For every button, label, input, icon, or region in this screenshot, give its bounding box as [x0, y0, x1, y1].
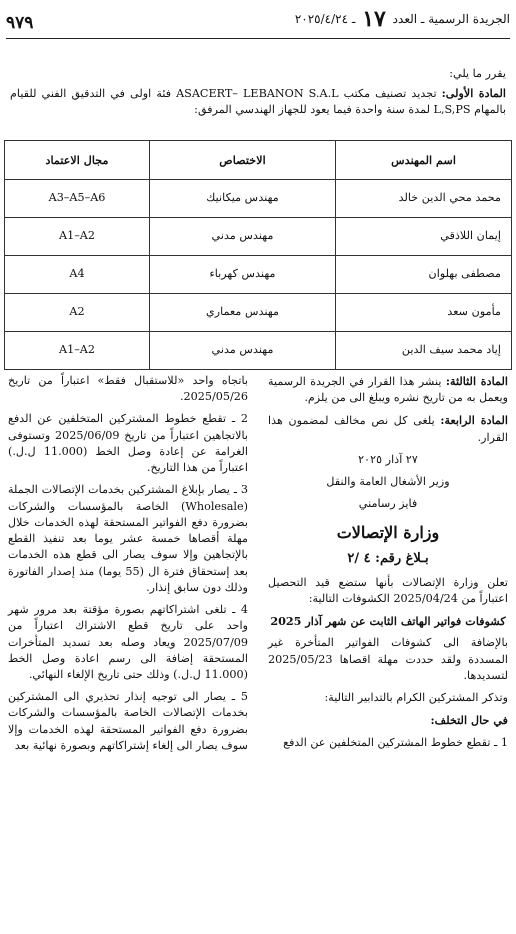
article-three-text: ينشر هذا القرار في الجريدة الرسمية ويعمل به من تاريخ نشره ويبلغ الى من يلزم. [268, 375, 508, 405]
engineer-accreditation: A2 [5, 294, 150, 332]
table-header-row [5, 141, 512, 180]
engineer-specialty: مهندس ميكانيك [150, 180, 336, 218]
engineer-accreditation: A1–A2 [5, 332, 150, 370]
article-three [268, 373, 508, 406]
minister-signature: فايز رسامني [358, 497, 418, 511]
right-column [268, 373, 508, 757]
decides-line: يقرر ما يلي: [449, 67, 506, 80]
engineer-specialty: مهندس مدني [150, 332, 336, 370]
measure-paragraph: 4 ـ تلغى اشتراكاتهم بصورة مؤقتة بعد مرور شهر واحد على تاريخ قطع الاشتراك اعتباراً من 2025/07/09 ويعاد وصله بعد تسديد المتأخرات المستحقة إضافة الى رسم اعادة وصل الخط (11.000 ل.ل.) وذلك حتى تاريخ الإلغاء النهائي. [8, 603, 248, 681]
engineer-accreditation: A3–A5–A6 [5, 180, 150, 218]
measure-paragraph: 3 ـ يصار بإبلاغ المشتركين بخدمات الإتصالات الجملة (Wholesale) الخاصة بالمؤسسات والشركات بضرورة دفع الفواتير المستحقة لهذه الخدمات خلال مهلة أقصاها خمسة عشر يوما بعد تنفيذ القطع بالإتجاهين وإلا سوف يصار الى قطع هذه الخدمات بعد إستحقاق فترة ال (55 يوما) منذ إصدار الفاتورة وذلك دون سابق إنذار. [8, 483, 248, 594]
left-column [8, 373, 248, 760]
article-one-text: تجديد تصنيف مكتب ASACERT– LEBANON S.A.L فئة اولى في التدقيق الفني للقيام بالمهام L,S,PS لمدة سنة واحدة فيما يعود للجهاز الهندسي المرفق: [10, 87, 506, 117]
measure-paragraph: 5 ـ يصار الى توجيه إنذار تحذيري الى المشتركين بخدمات الإتصالات الخاصة بالمؤسسات والشركات بضرورة دفع الفواتير المستحقة لهذه الخدمات وإلا سوف يصار الى إلغاء إشتراكاتهم وبصورة نهائية بعد [8, 690, 248, 752]
table-row [5, 218, 512, 256]
notice-paragraph: بالإضافة الى كشوفات الفواتير المتأخرة غير المسددة ولقد حددت مهلة اقصاها 2025/05/23 لتسديدها. [268, 636, 508, 682]
notice-subheading: في حال التخلف: [430, 713, 508, 728]
table-row [5, 180, 512, 218]
engineer-accreditation: A1–A2 [5, 218, 150, 256]
notice-subheading: كشوفات فواتير الهاتف الثابت عن شهر آذار 2025 [270, 614, 506, 629]
header-accreditation: مجال الاعتماد [5, 141, 150, 180]
page-number: ٩٧٩ [6, 13, 34, 34]
page-header [6, 8, 510, 39]
article-one-title: المادة الأولى: [441, 86, 507, 101]
measure-paragraph: باتجاه واحد «للاستقبال فقط» اعتباراً من تاريخ 2025/05/26. [8, 374, 248, 404]
table-row [5, 256, 512, 294]
issue-number: ١٧ [362, 6, 386, 33]
engineer-name: مصطفى بهلوان [336, 256, 512, 294]
notice-paragraph: وتذكر المشتركين الكرام بالتدابير التالية: [324, 691, 508, 705]
article-three-title: المادة الثالثة: [445, 374, 508, 388]
article-one [10, 85, 506, 118]
header-engineer-name: اسم المهندس [336, 141, 512, 180]
notice-paragraph: 1 ـ تقطع خطوط المشتركين المتخلفين عن الدفع [283, 735, 508, 749]
engineer-name: مأمون سعد [336, 294, 512, 332]
article-four-title: المادة الرابعة: [440, 413, 508, 428]
minister-title: وزير الأشغال العامة والنقل [326, 475, 450, 489]
engineer-specialty: مهندس كهرباء [150, 256, 336, 294]
header-specialty: الاختصاص [150, 141, 336, 180]
table-row [5, 294, 512, 332]
notice-number: بـلاغ رقم: ٤ /٢ [347, 550, 429, 566]
decision-intro [10, 66, 506, 122]
notice-paragraph: تعلن وزارة الإتصالات بأنها ستضع قيد التحصيل اعتباراً من 2025/04/24 الكشوفات التالية: [268, 575, 508, 605]
engineer-accreditation: A4 [5, 256, 150, 294]
article-four-text: يلغى كل نص مخالف لمضمون هذا القرار. [268, 414, 508, 444]
table-row [5, 332, 512, 370]
ministry-heading: وزارة الإتصالات [336, 522, 440, 542]
gazette-name: الجريدة الرسمية ـ العدد [392, 12, 510, 27]
engineer-specialty: مهندس معماري [150, 294, 336, 332]
gazette-title [295, 4, 510, 36]
engineers-table [4, 140, 512, 370]
engineer-name: إياد محمد سيف الدين [336, 332, 512, 370]
measure-paragraph: 2 ـ تقطع خطوط المشتركين المتخلفين عن الدفع بالاتجاهين اعتباراً من تاريخ 2025/06/09 وتستوفى الغرامة عن إعادة وصل الخط (11.000 ل.ل.) اعتباراً من هذا التاريخ. [8, 412, 248, 475]
engineer-specialty: مهندس مدني [150, 218, 336, 256]
engineer-name: إيمان اللاذقي [336, 218, 512, 256]
issue-date: ـ ٢٠٢٥/٤/٢٤ [294, 12, 356, 27]
article-four [268, 412, 508, 445]
engineer-name: محمد محي الدين خالد [336, 180, 512, 218]
decision-date: ٢٧ آذار ٢٠٢٥ [358, 452, 418, 466]
